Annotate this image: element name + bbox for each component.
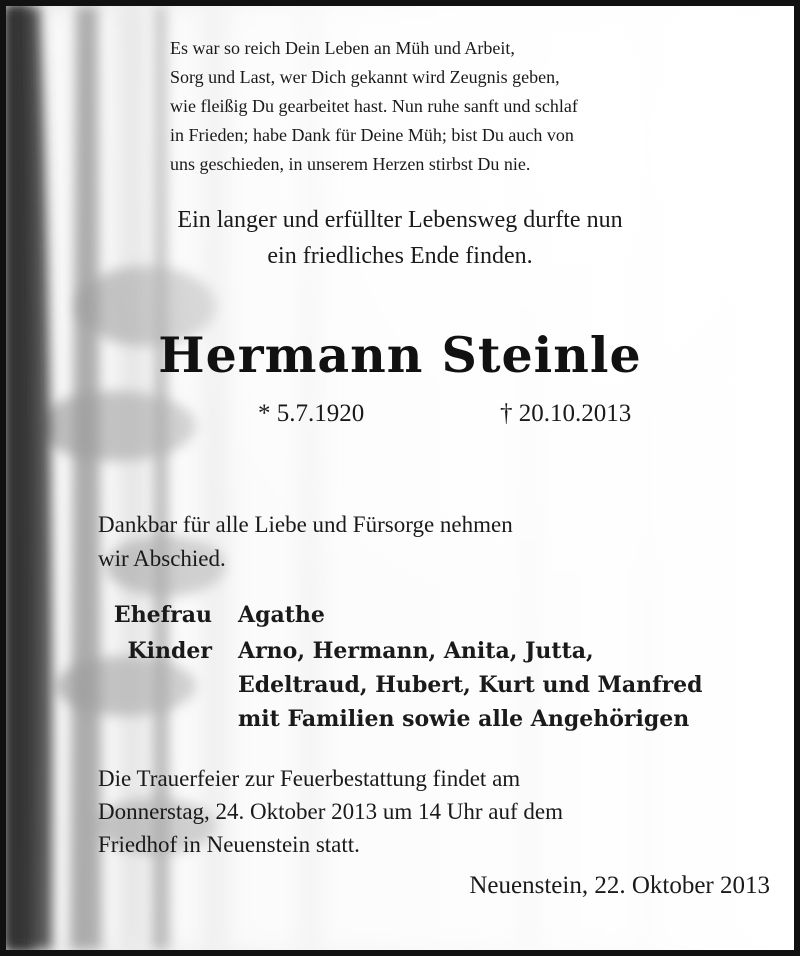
- poem-line: wie fleißig Du gearbeitet hast. Nun ruhe sanft und schlaf: [170, 96, 578, 116]
- farewell-line: wir Abschied.: [98, 546, 226, 571]
- farewell-line: Dankbar für alle Liebe und Fürsorge nehmen: [98, 512, 513, 537]
- ceremony-line: Friedhof in Neuenstein statt.: [98, 832, 360, 857]
- ceremony-line: Die Trauerfeier zur Feuerbestattung findet am: [98, 766, 521, 791]
- birth-date: * 5.7.1920: [258, 400, 365, 427]
- relative-names: mit Familien sowie alle Angehörigen: [238, 706, 690, 732]
- poem-line: in Frieden; habe Dank für Deine Müh; bist Du auch von: [170, 125, 574, 145]
- relative-names: Arno, Hermann, Anita, Jutta,: [238, 638, 594, 664]
- deceased-name: Hermann Steinle: [158, 326, 642, 384]
- lead-line: Ein langer und erfüllter Lebensweg durfte nun: [177, 207, 623, 233]
- relative-label-kinder: Kinder: [127, 638, 212, 664]
- death-date: † 20.10.2013: [500, 400, 632, 427]
- ceremony-line: Donnerstag, 24. Oktober 2013 um 14 Uhr auf dem: [98, 799, 564, 824]
- lead-line: ein friedliches Ende finden.: [267, 243, 533, 269]
- relative-label-ehefrau: Ehefrau: [113, 602, 212, 628]
- poem-line: Sorg und Last, wer Dich gekannt wird Zeugnis geben,: [170, 67, 560, 87]
- poem-line: uns geschieden, in unserem Herzen stirbst Du nie.: [170, 154, 531, 174]
- relative-names: Edeltraud, Hubert, Kurt und Manfred: [238, 672, 703, 698]
- place-and-date: Neuenstein, 22. Oktober 2013: [469, 872, 770, 899]
- relative-names: Agathe: [238, 602, 325, 628]
- poem-line: Es war so reich Dein Leben an Müh und Arbeit,: [170, 38, 515, 58]
